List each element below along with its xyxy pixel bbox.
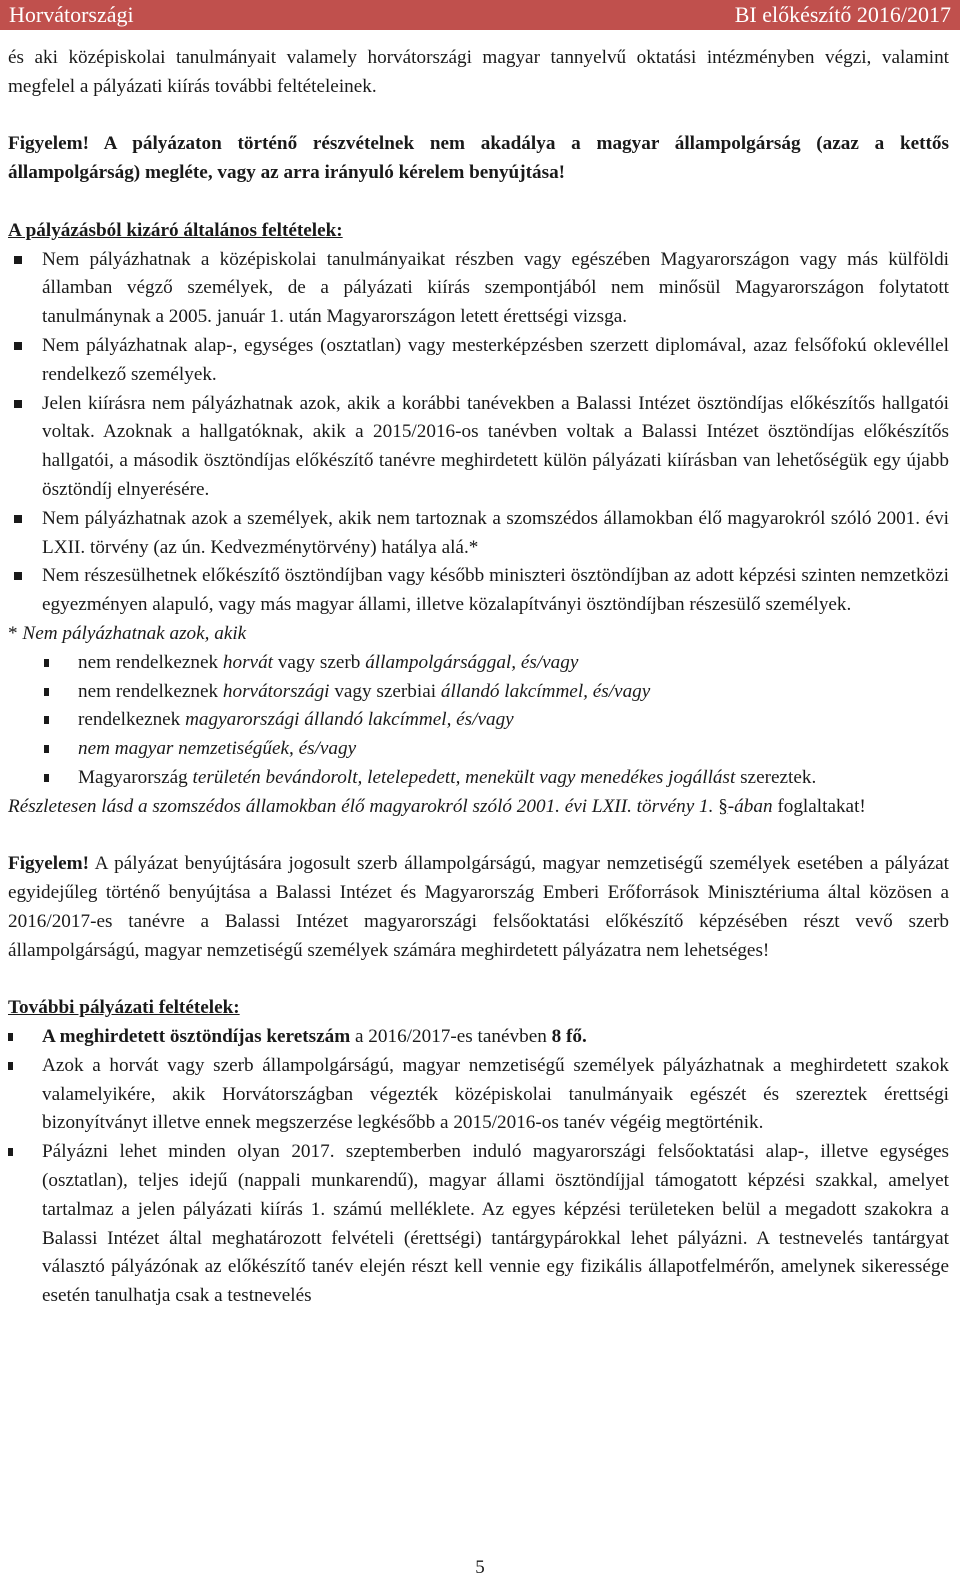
exclusion-list <box>8 246 949 620</box>
footnote-intro-text: Nem pályázhatnak azok, akik <box>22 622 247 644</box>
list-item: Nem pályázhatnak azok a személyek, akik nem tartoznak a szomszédos államokban élő magyarokról szóló 2001. évi LXII. törvény (az ún. Kedvezménytörvény) hatálya alá.* <box>8 505 949 563</box>
further-heading: További pályázati feltételek: <box>8 997 240 1019</box>
document-body <box>8 44 949 1311</box>
list-item: A meghirdetett ösztöndíjas keretszám a 2016/2017-es tanévben 8 fő. <box>8 1023 949 1052</box>
attention-label-1: Figyelem! <box>8 133 89 155</box>
list-item: Nem pályázhatnak a középiskolai tanulmányaikat részben vagy egészében Magyarországon vagy más külföldi államban végző személyek, de a pályázati kiírás szempontjából nem minősül Magyarországon folytatott tanulmánynak a 2005. január 1. után Magyarországon letett érettségi vizsga. <box>8 246 949 332</box>
list-item: Jelen kiírásra nem pályázhatnak azok, akik a korábbi tanévekben a Balassi Intézet ösztöndíjas előkészítős hallgatói voltak. Azoknak a hallgatóknak, akik a 2015/2016-os tanévben voltak a Balassi Intézet ösztöndíjas előkészítős hallgatói, a második ösztöndíjas előkészítő tanévre meghirdetett külön pályázati kiírásban van lehetőségük egy újabb ösztöndíj elnyerésére. <box>8 390 949 505</box>
list-item: rendelkeznek magyarországi állandó lakcímmel, és/vagy <box>8 706 949 735</box>
attention-paragraph-1 <box>8 130 949 188</box>
attention-text-1: A pályázaton történő részvételnek nem akadálya a magyar állampolgárság (azaz a kettős állampolgárság) megléte, vagy az arra irányuló kérelem benyújtása! <box>8 133 949 184</box>
list-item: Azok a horvát vagy szerb állampolgárságú, magyar nemzetiségű személyek pályázhatnak a meghirdetett szakok valamelyikére, akik Horvátországban végezték középiskolai tanulmányaik egészét és szereztek érettségi bizonyítványt illetve ennek megszerzése legkésőbb a 2015/2016-os tanév végéig megtörténik. <box>8 1052 949 1138</box>
attention-text-2: A pályázat benyújtására jogosult szerb állampolgárságú, magyar nemzetiségű személyek esetében a pályázat egyidejűleg történő benyújtása a Balassi Intézet és Magyarország Emberi Erőforrások Minisztériuma által közösen a 2016/2017-es tanévre a Balassi Intézet magyarországi felsőoktatási előkészítő képzésében részt vevő szerb állampolgárságú, magyar nemzetiségű személyek számára meghirdetett pályázatra nem lehetséges! <box>8 853 949 961</box>
footnote-intro <box>8 620 949 649</box>
list-item: nem magyar nemzetiségűek, és/vagy <box>8 735 949 764</box>
page-header <box>0 0 960 30</box>
list-item: nem rendelkeznek horvát vagy szerb állampolgársággal, és/vagy <box>8 649 949 678</box>
attention-paragraph-2 <box>8 850 949 965</box>
header-right-title: BI előkészítő 2016/2017 <box>734 2 951 27</box>
header-left-title: Horvátországi <box>9 2 134 27</box>
list-item: Nem részesülhetnek előkészítő ösztöndíjban vagy később miniszteri ösztöndíjban az adott képzési szinten nemzetközi egyezményen alapuló, vagy más magyar állami, illetve közalapítványi ösztöndíjban részesülő személyek. <box>8 562 949 620</box>
list-item: Nem pályázhatnak alap-, egységes (osztatlan) vagy mesterképzésben szerzett diplomával, azaz felsőfokú oklevéllel rendelkező személyek. <box>8 332 949 390</box>
further-list <box>8 1023 949 1311</box>
footnote-detail: Részletesen lásd a szomszédos államokban élő magyarokról szóló 2001. évi LXII. törvény 1. §-ában foglaltakat! <box>8 795 866 817</box>
footnote-star: * <box>8 622 18 644</box>
list-item: Pályázni lehet minden olyan 2017. szeptemberben induló magyarországi felsőoktatási alap-, illetve egységes (osztatlan), teljes idejű (nappali munkarendű), magyar állami ösztöndíjjal támogatott képzési szakkal, amelyet tartalmaz a jelen pályázati kiírás 1. számú melléklete. Az egyes képzési területeken belül a megadott szakokra a Balassi Intézet által meghatározott felvételi (érettségi) tantárgypárokkal lehet pályázni. A testnevelés tantárgyat választó pályázónak az előkészítő tanév elején részt kell vennie egy fizikális állapotfelmérőn, amelynek sikeressége esetén tanulhatja csak a testnevelés <box>8 1138 949 1311</box>
attention-label-2: Figyelem! <box>8 853 89 875</box>
footnote-list <box>8 649 949 793</box>
intro-paragraph: és aki középiskolai tanulmányait valamely horvátországi magyar tannyelvű oktatási intézményben végzi, valamint megfelel a pályázati kiírás további feltételeinek. <box>8 47 949 97</box>
page-number: 5 <box>475 1557 485 1578</box>
exclusion-heading: A pályázásból kizáró általános feltételek: <box>8 219 343 241</box>
list-item: nem rendelkeznek horvátországi vagy szerbiai állandó lakcímmel, és/vagy <box>8 678 949 707</box>
list-item: Magyarország területén bevándorolt, letelepedett, menekült vagy menedékes jogállást szereztek. <box>8 764 949 793</box>
